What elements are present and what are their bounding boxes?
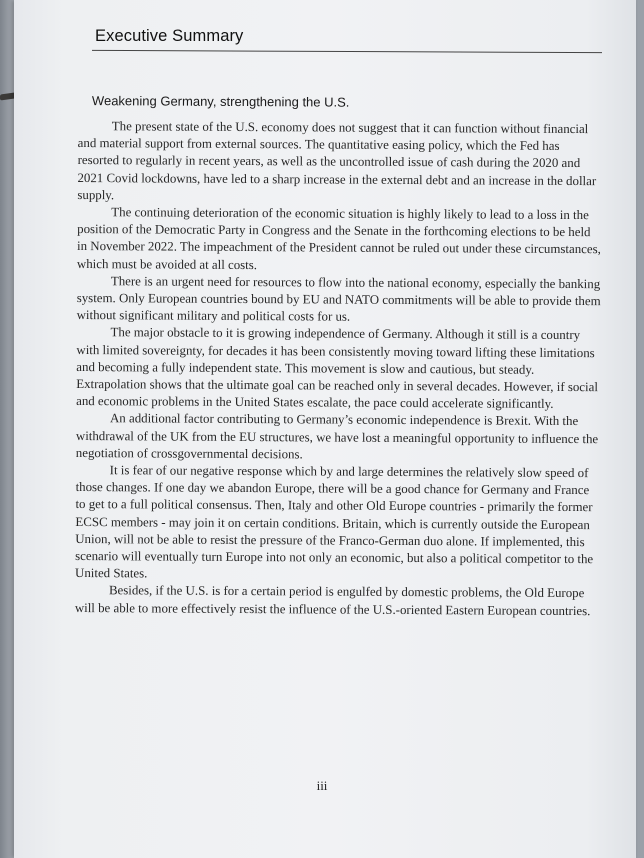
section-title: Weakening Germany, strengthening the U.S. bbox=[91, 93, 350, 110]
paragraph: The major obstacle to it is growing independence of Germany. Although it still is a country with limited sovereignty, for decades it has been consistently moving toward lifting these limitations and becoming a fully independent state. This movement is slow and cautious, but steady. Extrapolation shows that the ultimate goal can be reached only in several decades. However, if social and economic problems in the United States escalate, the pace could accelerate significantly. bbox=[76, 325, 598, 412]
page-number: iii bbox=[316, 778, 328, 793]
paragraph: It is fear of our negative response which by and large determines the relatively slow speed of those changes. If one day we abandon Europe, there will be a good chance for Germany and France to get to a full political consensus. Then, Italy and other Old Europe countries - primarily the former ECSC members - may join it on certain conditions. Britain, which is currently outside the European Union, will not be able to resist the pressure of the Franco-German duo alone. If implemented, this scenario will eventually turn Europe into not only an economic, but also a political competitor to the United States. bbox=[75, 463, 594, 581]
paragraph: Besides, if the U.S. is for a certain period is engulfed by domestic problems, the Old Europe will be able to more effectively resist the influence of the U.S.-oriented Eastern European countries. bbox=[74, 583, 591, 618]
paragraph: There is an urgent need for resources to flow into the national economy, especially the banking system. Only European countries bound by EU and NATO commitments will be able to provide them without significant military and political costs for us. bbox=[76, 274, 601, 324]
page-header-title: Executive Summary bbox=[95, 27, 244, 45]
paragraph: An additional factor contributing to Germany’s economic independence is Brexit. With the withdrawal of the UK from the EU structures, we have lost a meaningful opportunity to influence the negotiation of crossgovernmental decisions. bbox=[75, 411, 599, 462]
background-edge bbox=[0, 0, 14, 858]
paragraph: The present state of the U.S. economy does not suggest that it can function without financial and material support from external sources. The quantitative easing policy, which the Fed has resorted to regularly in recent years, as well as the uncontrolled issue of cash during the 2020 and 2021 Covid lockdowns, have led to a sharp increase in the external debt and an increase in the dollar supply. bbox=[77, 119, 597, 203]
paragraph: The continuing deterioration of the economic situation is highly likely to lead to a loss in the position of the Democratic Party in Congress and the Senate in the forthcoming elections to be held in November 2022. The impeachment of the President cannot be ruled out under these circumstances, which must be avoided at all costs. bbox=[76, 205, 601, 272]
document-body bbox=[75, 93, 604, 620]
